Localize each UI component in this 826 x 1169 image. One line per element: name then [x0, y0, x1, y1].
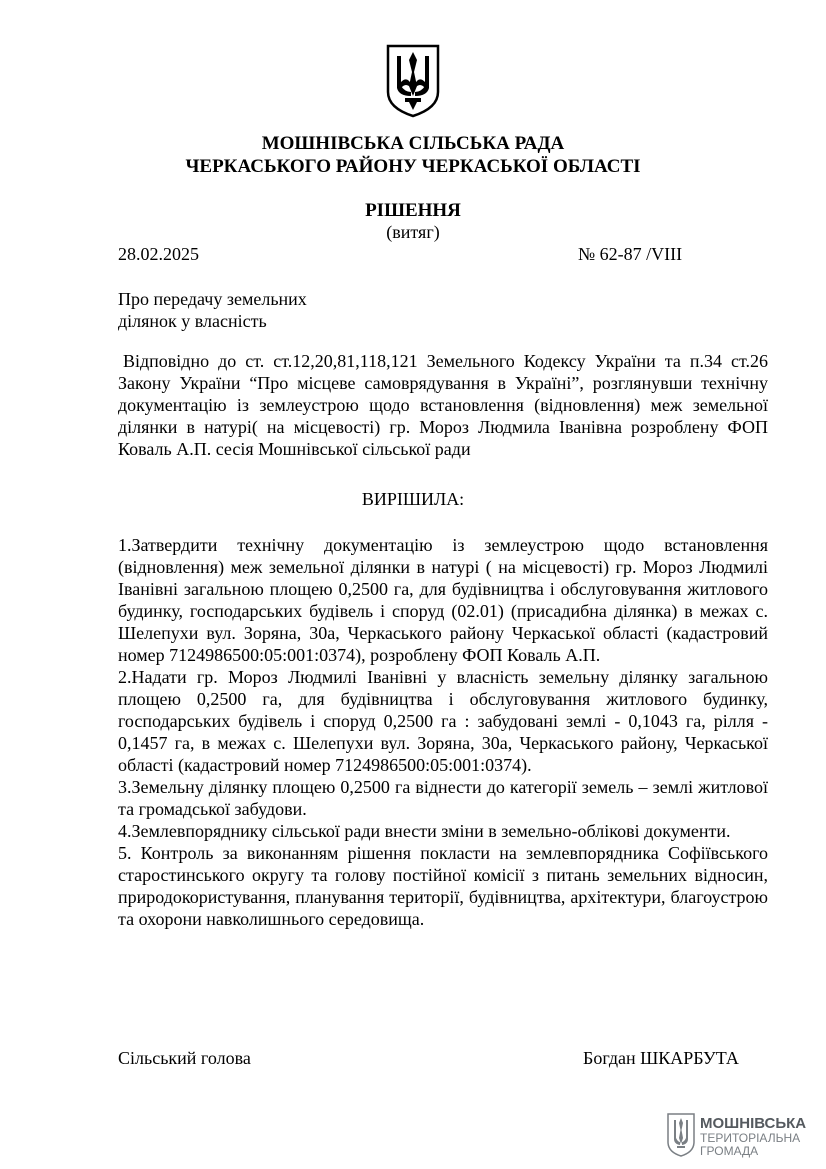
- document-date: 28.02.2025: [118, 244, 199, 264]
- coat-of-arms-trident-icon: [383, 42, 443, 118]
- decision-item-3: 3.Земельну ділянку площею 0,2500 га віднести до категорії земель – землі житлової та громадської забудови.: [118, 777, 768, 819]
- decided-heading: ВИРІШИЛА:: [361, 489, 465, 509]
- decision-item-4: 4.Землевпоряднику сільської ради внести зміни в земельно-облікові документи.: [118, 821, 731, 841]
- decision-item-1: 1.Затвердити технічну документацію із землеустрою щодо встановлення (відновлення) меж земельної ділянки в натурі ( на місцевості) гр. Мороз Людмилі Іванівні загальною площею 0,2500 га, для будівництва і обслуговування житлового будинку, господарських будівель і споруд (02.01) (присадибна ділянка) в межах с. Шелепухи вул. Зоряна, 30а, Черкаського району Черкаської області (кадастровий номер 7124986500:05:001:0374), розроблену ФОП Коваль А.П.: [118, 535, 768, 665]
- logo-trident-icon: [666, 1112, 696, 1158]
- council-region: ЧЕРКАСЬКОГО РАЙОНУ ЧЕРКАСЬКОЇ ОБЛАСТІ: [185, 156, 641, 177]
- subject-line-2: ділянок у власність: [118, 311, 267, 331]
- subject-line-1: Про передачу земельних: [118, 289, 307, 309]
- council-name: МОШНІВСЬКА СІЛЬСЬКА РАДА: [261, 133, 565, 154]
- preamble-paragraph: Відповідно до ст. ст.12,20,81,118,121 Земельного Кодексу України та п.34 ст.26 Закону України “Про місцеве самоврядування в Україні”, розглянувши технічну документацію із землеустрою щодо встановлення (відновлення) меж земельної ділянки в натурі( на місцевості) гр. Мороз Людмила Іванівна розроблену ФОП Коваль А.П. сесія Мошнівської сільської ради: [118, 351, 768, 459]
- signature-name: Богдан ШКАРБУТА: [583, 1048, 739, 1068]
- decision-items: [118, 534, 768, 930]
- signature-role: Сільський голова: [118, 1048, 251, 1068]
- logo-name: МОШНІВСЬКА: [700, 1115, 807, 1132]
- document-subject: [118, 288, 307, 332]
- community-logo: [666, 1112, 816, 1162]
- document-subtitle: (витяг): [386, 222, 440, 242]
- logo-subtitle-2: ГРОМАДА: [700, 1144, 759, 1158]
- document-number: № 62-87 /VIII: [578, 244, 683, 264]
- document-title: РІШЕННЯ: [365, 200, 461, 221]
- council-header: [0, 132, 826, 178]
- logo-subtitle-1: ТЕРИТОРІАЛЬНА: [700, 1131, 801, 1145]
- decision-item-5: 5. Контроль за виконанням рішення покласти на землевпорядника Софіївського старостинського округу та голову постійної комісії з питань земельних відносин, природокористування, планування території, будівництва, архітектури, благоустрою та охорони навколишнього середовища.: [118, 843, 768, 929]
- decision-item-2: 2.Надати гр. Мороз Людмилі Іванівні у власність земельну ділянку загальною площею 0,2500 га, для будівництва і обслуговування житлового будинку, господарських будівель і споруд 0,2500 га : забудовані землі - 0,1043 га, рілля - 0,1457 га, в межах с. Шелепухи вул. Зоряна, 30а, Черкаського району, Черкаської області (кадастровий номер 7124986500:05:001:0374).: [118, 667, 768, 775]
